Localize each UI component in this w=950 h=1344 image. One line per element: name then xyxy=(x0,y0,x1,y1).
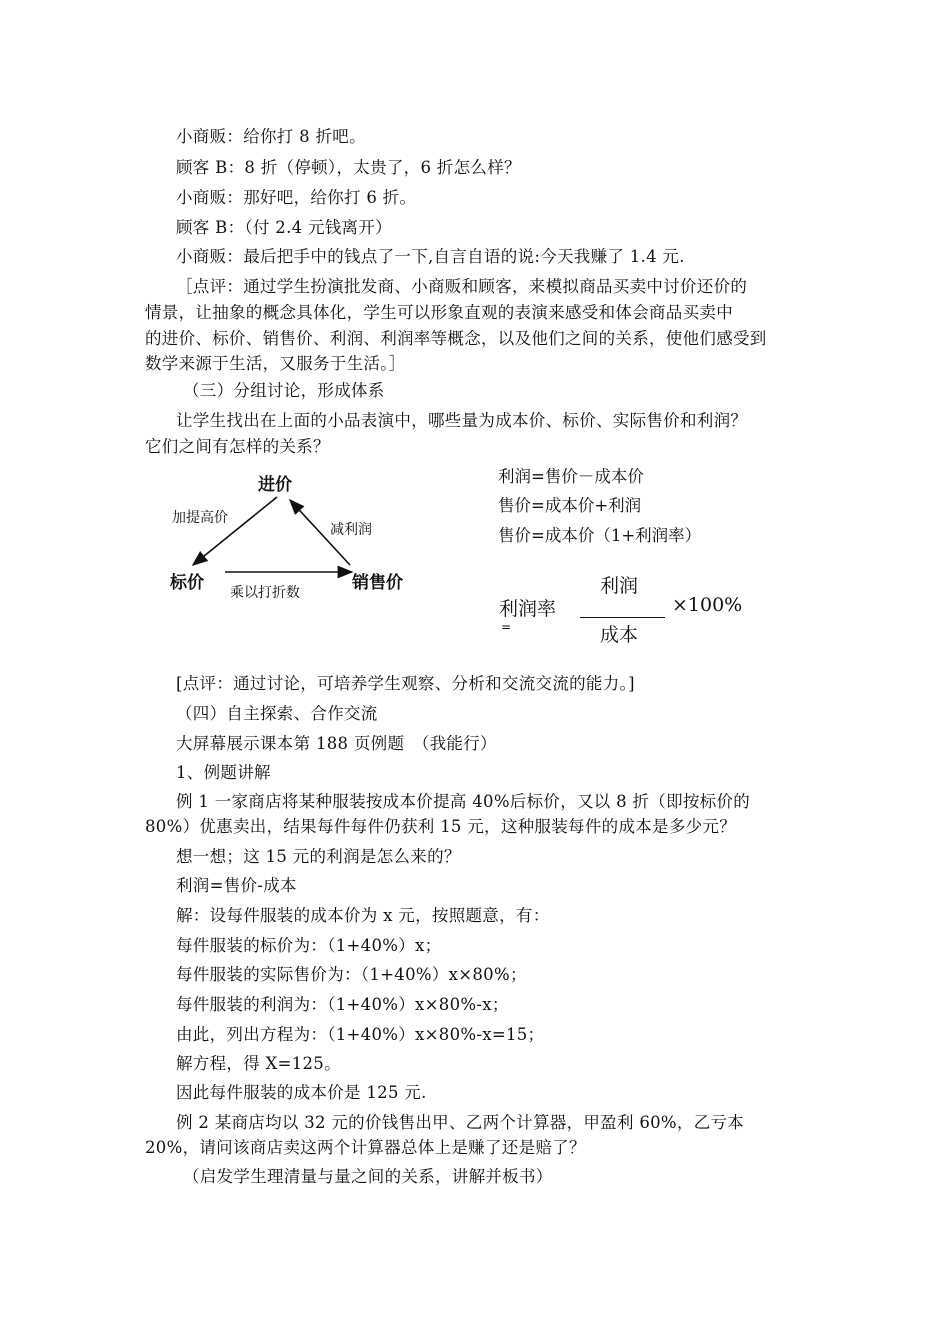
paragraph-line: 利润=售价-成本 xyxy=(176,876,297,895)
dialogue-line: 顾客 B：（付 2.4 元钱离开） xyxy=(176,218,392,237)
paragraph-line: 1、例题讲解 xyxy=(176,763,271,782)
paragraph-line: 因此每件服装的成本价是 125 元. xyxy=(176,1083,427,1102)
paragraph-line: 每件服装的标价为：（1+40%）x； xyxy=(176,936,442,955)
formula-line: 售价=成本价+利润 xyxy=(498,496,642,515)
dialogue-line: 小商贩：最后把手中的钱点了一下,自言自语的说:今天我赚了 1.4 元. xyxy=(176,247,685,266)
fraction-bar xyxy=(580,617,665,618)
fraction-lhs: 利润率 xyxy=(499,598,557,620)
comment-line: 情景，让抽象的概念具体化，学生可以形象直观的表演来感受和体会商品买卖中 xyxy=(145,303,733,322)
dialogue-line: 顾客 B：8 折（停顿），太贵了，6 折怎么样？ xyxy=(176,158,521,177)
paragraph-line: 80%）优惠卖出，结果每件每件仍获利 15 元，这种服装每件的成本是多少元？ xyxy=(145,817,737,836)
comment-line: [点评：通过讨论，可培养学生观察、分析和交流交流的能力。] xyxy=(176,674,635,693)
paragraph-line: 解：设每件服装的成本价为 x 元，按照题意，有： xyxy=(176,906,550,925)
node-xiaoshoujia: 销售价 xyxy=(352,573,403,593)
paragraph-line: 20%，请问该商店卖这两个计算器总体上是赚了还是赔了？ xyxy=(145,1138,586,1157)
edge-label-bottom: 乘以打折数 xyxy=(230,585,300,601)
fraction-equals: = xyxy=(501,620,512,634)
formula-line: 售价=成本价（1+利润率） xyxy=(498,526,702,545)
paragraph-line: 例 1 一家商店将某种服装按成本价提高 40%后标价，又以 8 折（即按标价的 xyxy=(176,792,751,811)
paragraph-line: 大屏幕展示课本第 188 页例题 （我能行） xyxy=(176,734,497,753)
paragraph-line: 它们之间有怎样的关系？ xyxy=(145,437,330,456)
edge-label-right: 减利润 xyxy=(330,522,372,538)
paragraph-line: 解方程，得 X=125。 xyxy=(176,1054,341,1073)
paragraph-line: 想一想；这 15 元的利润是怎么来的？ xyxy=(176,847,461,866)
dialogue-line: 小商贩：那好吧，给你打 6 折。 xyxy=(176,188,417,207)
node-biaojia: 标价 xyxy=(170,573,204,593)
comment-line: 数学来源于生活，又服务于生活。］ xyxy=(145,354,406,373)
paragraph-line: 每件服装的实际售价为：（1+40%）x×80%； xyxy=(176,965,527,984)
comment-line: 的进价、标价、销售价、利润、利润率等概念，以及他们之间的关系，使他们感受到 xyxy=(145,329,767,348)
dialogue-line: 小商贩：给你打 8 折吧。 xyxy=(176,127,366,146)
comment-line: ［点评：通过学生扮演批发商、小商贩和顾客，来模拟商品买卖中讨价还价的 xyxy=(176,277,748,296)
edge-label-left: 加提高价 xyxy=(172,510,228,526)
price-relation-diagram xyxy=(160,462,460,612)
formula-line: 利润=售价－成本价 xyxy=(498,467,644,486)
section-heading: （三）分组讨论，形成体系 xyxy=(183,381,385,400)
section-heading: （四）自主探索、合作交流 xyxy=(176,704,378,723)
fraction-suffix: ×100% xyxy=(672,594,743,616)
paragraph-line: 让学生找出在上面的小品表演中，哪些量为成本价、标价、实际售价和利润？ xyxy=(176,411,748,430)
paragraph-line: 由此，列出方程为：（1+40%）x×80%-x=15； xyxy=(176,1025,545,1044)
paragraph-line: 例 2 某商店均以 32 元的价钱售出甲、乙两个计算器，甲盈利 60%，乙亏本 xyxy=(176,1113,745,1132)
paragraph-line: 每件服装的利润为：（1+40%）x×80%-x； xyxy=(176,995,509,1014)
node-jinjia: 进价 xyxy=(258,475,292,495)
fraction-denominator: 成本 xyxy=(600,624,639,646)
diagram-arrows xyxy=(160,462,460,612)
fraction-numerator: 利润 xyxy=(600,575,639,597)
paragraph-line: （启发学生理清量与量之间的关系，讲解并板书） xyxy=(183,1167,553,1186)
